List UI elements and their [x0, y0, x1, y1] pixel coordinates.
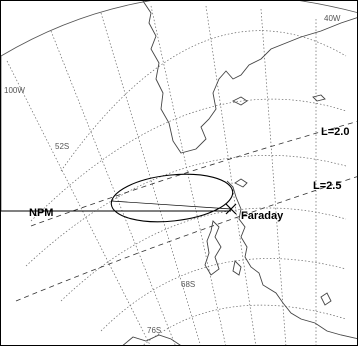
- ellsworth-coast: [121, 335, 183, 346]
- weddell-island: [321, 293, 331, 305]
- alexander-island: [233, 261, 241, 275]
- shetland-islands: [235, 179, 247, 187]
- antarctic-peninsula-coast: [227, 181, 358, 339]
- coastlines: [121, 1, 358, 346]
- lat-label-52s: 52S: [55, 142, 70, 151]
- south-georgia: [313, 95, 325, 101]
- lat-label-68s: 68S: [181, 280, 196, 289]
- map-canvas: [1, 1, 358, 346]
- l-shell-2.0-line: [31, 121, 358, 226]
- lon-label-100w: 100W: [4, 86, 25, 95]
- l-shell-2.0-label: L=2.0: [321, 126, 350, 138]
- lon-label-40w: 40W: [324, 14, 341, 23]
- l-shell-2.5-label: L=2.5: [313, 180, 342, 192]
- station-label-npm: NPM: [29, 207, 54, 219]
- lat-label-76s: 76S: [147, 326, 162, 335]
- great-circle-path: [111, 201, 231, 209]
- station-label-faraday: Faraday: [241, 210, 284, 222]
- latitude-grid: [26, 31, 346, 346]
- peninsula-islands: [205, 221, 221, 275]
- projection-boundary: [1, 1, 358, 211]
- path-ellipse: [109, 169, 235, 228]
